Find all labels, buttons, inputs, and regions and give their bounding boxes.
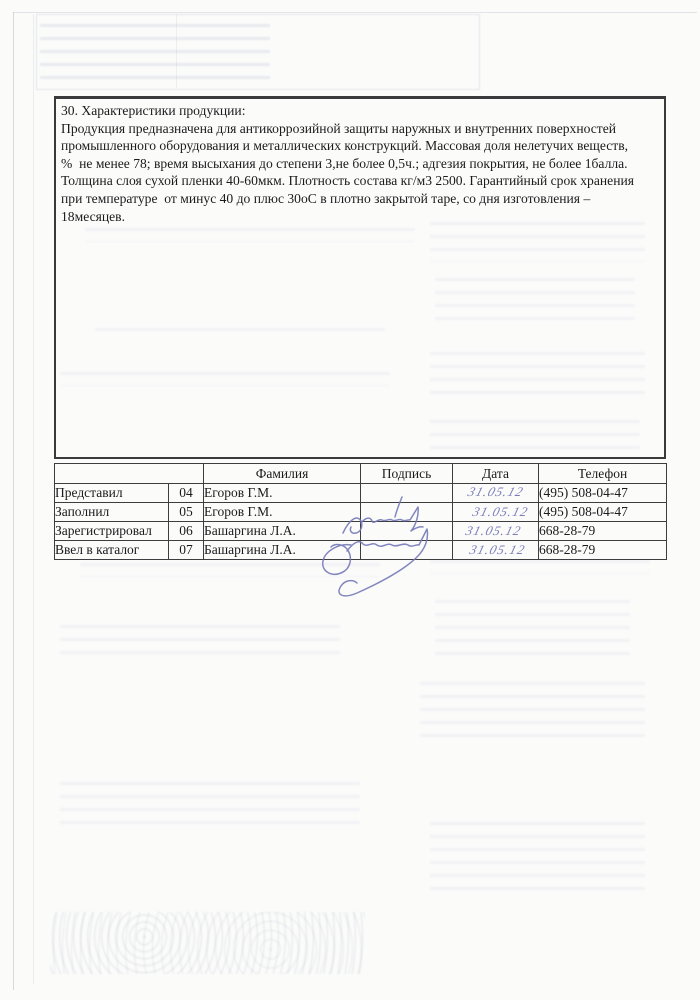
- phone-cell: 668-28-79: [539, 522, 667, 541]
- scan-edge-line-top: [13, 12, 697, 13]
- bleed-through-text: [420, 682, 645, 737]
- bleed-through-box: [36, 14, 480, 90]
- product-characteristics-box: [54, 96, 666, 459]
- header-cell-surname: Фамилия: [204, 464, 361, 484]
- bleed-through-text: [435, 600, 630, 655]
- handwritten-date: 31.05.12: [471, 504, 531, 519]
- date-cell: [453, 541, 539, 560]
- role-cell: Представил: [55, 484, 169, 503]
- signature-cell: [361, 541, 453, 560]
- paragraph-line: Толщина слоя сухой пленки 40-60мкм. Плотность состава кг/м3 2500. Гарантийный срок хранения: [61, 173, 634, 189]
- signature-cell: [361, 522, 453, 541]
- phone-cell: (495) 508-04-47: [539, 484, 667, 503]
- code-cell: 07: [169, 541, 204, 560]
- header-cell-signature: Подпись: [361, 464, 453, 484]
- code-cell: 06: [169, 522, 204, 541]
- table-row: [55, 541, 667, 560]
- role-cell: Ввел в каталог: [55, 541, 169, 560]
- bleed-through-text: [60, 625, 340, 655]
- date-cell: [453, 503, 539, 522]
- bleed-through-text: [60, 782, 360, 826]
- date-cell: [453, 522, 539, 541]
- bleed-through-text: [430, 822, 645, 892]
- section-title: 30. Характеристики продукции:: [61, 103, 246, 118]
- surname-cell: Егоров Г.М.: [204, 484, 361, 503]
- table-row: [55, 503, 667, 522]
- paragraph-line: % не менее 78; время высыхания до степени 3,не более 0,5ч.; адгезия покрытия, не более 1балла.: [61, 155, 628, 171]
- bleed-through-text: [40, 24, 270, 82]
- surname-cell: Башаргина Л.А.: [204, 522, 361, 541]
- role-cell: Зарегистрировал: [55, 522, 169, 541]
- table-row: [55, 484, 667, 503]
- bleed-through-text: [80, 563, 380, 577]
- paragraph-line: Продукция предназначена для антикоррозийной защиты наружных и внутренних поверхностей: [61, 120, 617, 136]
- paragraph-line: 18месяцев.: [61, 208, 125, 224]
- signature-cell: [361, 484, 453, 503]
- header-cell-phone: Телефон: [539, 464, 667, 484]
- surname-cell: Егоров Г.М.: [204, 503, 361, 522]
- surname-cell: Башаргина Л.А.: [204, 541, 361, 560]
- handwritten-date: 31.05.12: [465, 484, 526, 499]
- paragraph-line: промышленного оборудования и металлических конструкций. Массовая доля нелетучих веществ,: [61, 138, 629, 154]
- handwritten-date: 31.05.12: [468, 542, 528, 557]
- code-cell: 04: [169, 484, 204, 503]
- scan-edge-line-left: [13, 12, 14, 990]
- bleed-through-text: [430, 560, 650, 574]
- signoff-table: [54, 463, 667, 560]
- handwritten-date: 31.05.12: [464, 523, 524, 538]
- table-header-row: [55, 464, 667, 484]
- code-cell: 05: [169, 503, 204, 522]
- header-cell-empty: [55, 464, 204, 484]
- scan-noise-patch: [50, 912, 365, 974]
- phone-cell: 668-28-79: [539, 541, 667, 560]
- paragraph-line: при температуре от минус 40 до плюс 30оС в плотно закрытой таре, со дня изготовления –: [61, 190, 591, 206]
- bleed-through-rule: [33, 14, 34, 984]
- header-cell-date: Дата: [453, 464, 539, 484]
- date-cell: [453, 484, 539, 503]
- table-row: [55, 522, 667, 541]
- bleed-through-box-divider: [176, 14, 177, 88]
- role-cell: Заполнил: [55, 503, 169, 522]
- signature-cell: [361, 503, 453, 522]
- phone-cell: (495) 508-04-47: [539, 503, 667, 522]
